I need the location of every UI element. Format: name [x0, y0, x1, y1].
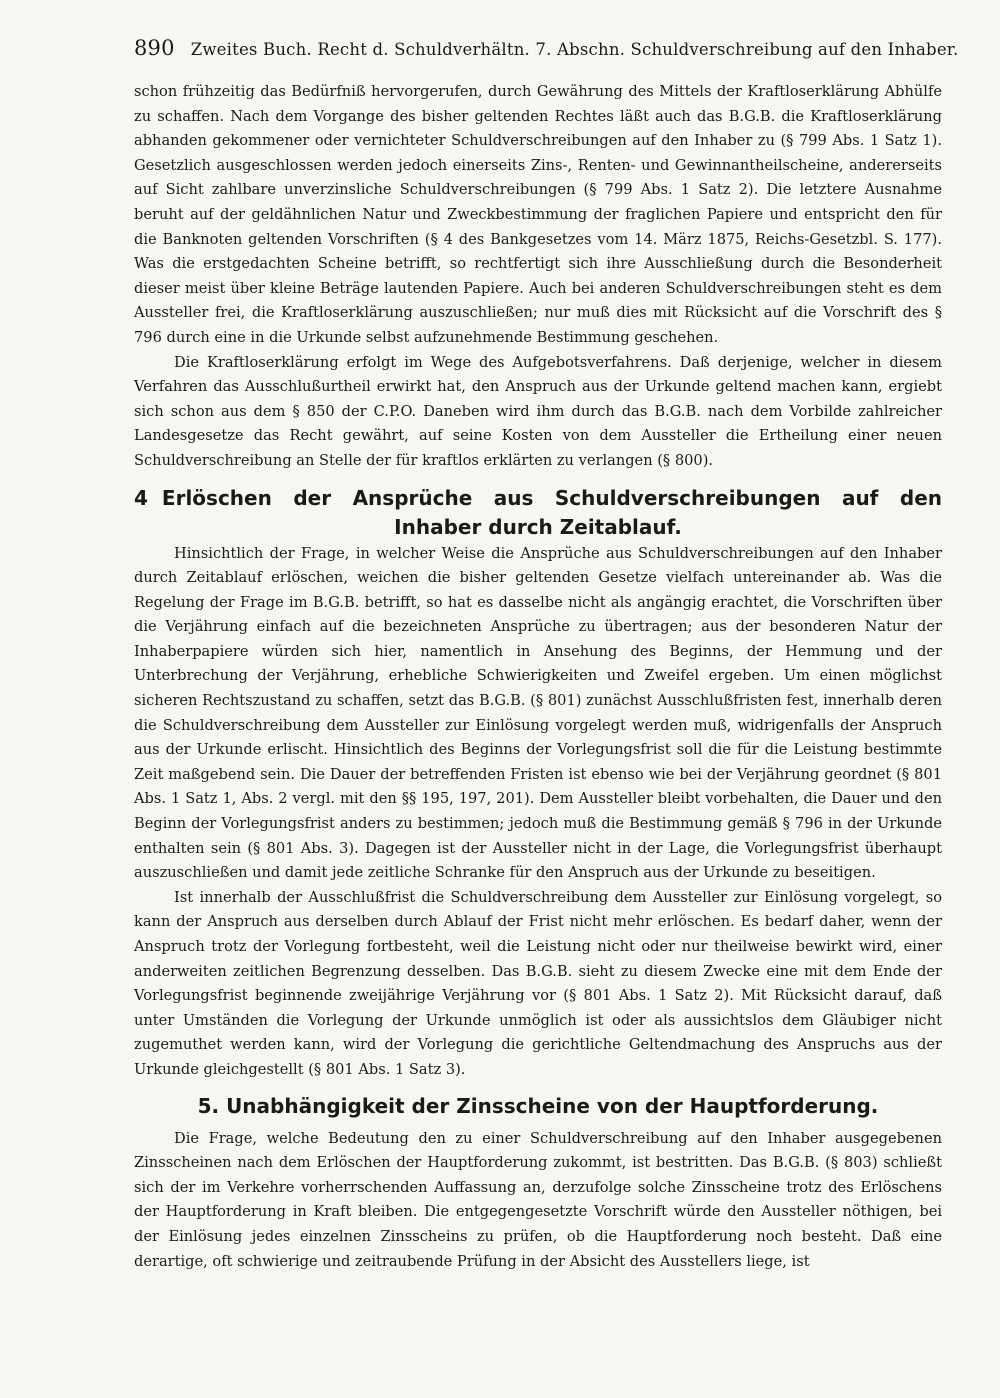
- section-title-4: Erlöschen der Ansprüche aus Schuldverschreibungen auf den Inhaber durch Zeitablauf.: [161, 485, 942, 539]
- section-number-4: 4: [134, 485, 148, 510]
- paragraph-5: Die Frage, welche Bedeutung den zu einer Schuldverschreibung auf den Inhaber ausgegebenen Zinsscheinen nach dem Erlöschen der Hauptforderung zukommt, ist bestritten. Das B.G.B. (§ 803) schließt sich der im Verkehre vorherrschenden Auffassung an, derzufolge solche Zinsscheine trotz des Erlöschens der Hauptforderung in Kraft bleiben. Die entgegengesetzte Vorschrift würde den Aussteller nöthigen, bei der Einlösung jedes einzelnen Zinsscheins zu prüfen, ob die Hauptforderung noch besteht. Daß eine derartige, oft schwierige und zeitraubende Prüfung in der Absicht des Ausstellers liege, ist: [134, 1129, 942, 1270]
- running-title: Zweites Buch. Recht d. Schuldverhältn. 7. Abschn. Schuldverschreibung auf den Inhaber.: [190, 40, 959, 59]
- paragraph-2: Die Kraftloserklärung erfolgt im Wege des Aufgebotsverfahrens. Daß derjenige, welcher in diesem Verfahren das Ausschlußurtheil erwirkt hat, den Anspruch aus der Urkunde geltend machen kann, ergiebt sich schon aus dem § 850 der C.P.O. Daneben wird ihm durch das B.G.B. nach dem Vorbilde zahlreicher Landesgesetze das Recht gewährt, auf seine Kosten von dem Aussteller die Ertheilung einer neuen Schuldverschreibung an Stelle der für kraftlos erklärten zu verlangen (§ 800).: [134, 353, 942, 469]
- section-heading-5: 5. Unabhängigkeit der Zinsscheine von der Hauptforderung.: [197, 1093, 879, 1118]
- running-header: [134, 36, 959, 60]
- page-number: 890: [134, 36, 175, 60]
- section-heading-4: [134, 484, 942, 542]
- paragraph-1: schon frühzeitig das Bedürfniß hervorgerufen, durch Gewährung des Mittels der Kraftloserklärung Abhülfe zu schaffen. Nach dem Vorgange des bisher geltenden Rechtes läßt auch das B.G.B. die Kraftloserklärung abhanden gekommener oder vernichteter Schuldverschreibungen auf den Inhaber zu (§ 799 Abs. 1 Satz 1). Gesetzlich ausgeschlossen werden jedoch einerseits Zins-, Renten- und Gewinnantheilscheine, andererseits auf Sicht zahlbare unverzinsliche Schuldverschreibungen (§ 799 Abs. 1 Satz 2). Die letztere Ausnahme beruht auf der geldähnlichen Natur und Zweckbestimmung der fraglichen Papiere und entspricht den für die Banknoten geltenden Vorschriften (§ 4 des Bankgesetzes vom 14. März 1875, Reichs-Gesetzbl. S. 177). Was die erstgedachten Scheine betrifft, so rechtfertigt sich ihre Ausschließung durch die Besonderheit dieser meist über kleine Beträge lautenden Papiere. Auch bei anderen Schuldverschreibungen steht es dem Aussteller frei, die Kraftloserklärung auszuschließen; nur muß dies mit Rücksicht auf die Vorschrift des § 796 durch eine in die Urkunde selbst aufzunehmende Bestimmung geschehen.: [134, 83, 942, 346]
- paragraph-3: Hinsichtlich der Frage, in welcher Weise die Ansprüche aus Schuldverschreibungen auf den Inhaber durch Zeitablauf erlöschen, weichen die bisher geltenden Gesetze vielfach untereinander ab. Was die Regelung der Frage im B.G.B. betrifft, so hat es dasselbe nicht als angängig erachtet, die Vorschriften über die Verjährung einfach auf die bezeichneten Ansprüche zu übertragen; aus der besonderen Natur der Inhaberpapiere würden sich hier, namentlich in Ansehung des Beginns, der Hemmung und der Unterbrechung der Verjährung, erhebliche Schwierigkeiten und Zweifel ergeben. Um einen möglichst sicheren Rechtszustand zu schaffen, setzt das B.G.B. (§ 801) zunächst Ausschlußfristen fest, innerhalb deren die Schuldverschreibung dem Aussteller zur Einlösung vorgelegt werden muß, widrigenfalls der Anspruch aus der Urkunde erlischt. Hinsichtlich des Beginns der Vorlegungsfrist soll die für die Leistung bestimmte Zeit maßgebend sein. Die Dauer der betreffenden Fristen ist ebenso wie bei der Verjährung geordnet (§ 801 Abs. 1 Satz 1, Abs. 2 vergl. mit den §§ 195, 197, 201). Dem Aussteller bleibt vorbehalten, die Dauer und den Beginn der Vorlegungsfrist anders zu bestimmen; jedoch muß die Bestimmung gemäß § 796 in der Urkunde enthalten sein (§ 801 Abs. 3). Dagegen ist der Aussteller nicht in der Lage, die Vorlegungsfrist überhaupt auszuschließen und damit jede zeitliche Schranke für den Anspruch aus der Urkunde zu beseitigen.: [134, 544, 942, 882]
- paragraph-4: Ist innerhalb der Ausschlußfrist die Schuldverschreibung dem Aussteller zur Einlösung vorgelegt, so kann der Anspruch aus derselben durch Ablauf der Frist nicht mehr erlöschen. Es bedarf daher, wenn der Anspruch trotz der Vorlegung fortbesteht, weil die Leistung nicht oder nur theilweise bewirkt wird, einer anderweiten zeitlichen Begrenzung desselben. Das B.G.B. sieht zu diesem Zwecke eine mit dem Ende der Vorlegungsfrist beginnende zweijährige Verjährung vor (§ 801 Abs. 1 Satz 2). Mit Rücksicht darauf, daß unter Umständen die Vorlegung der Urkunde unmöglich ist oder als aussichtslos dem Gläubiger nicht zugemuthet werden kann, wird der Vorlegung die gerichtliche Geltendmachung des Anspruchs aus der Urkunde gleichgestellt (§ 801 Abs. 1 Satz 3).: [134, 888, 942, 1078]
